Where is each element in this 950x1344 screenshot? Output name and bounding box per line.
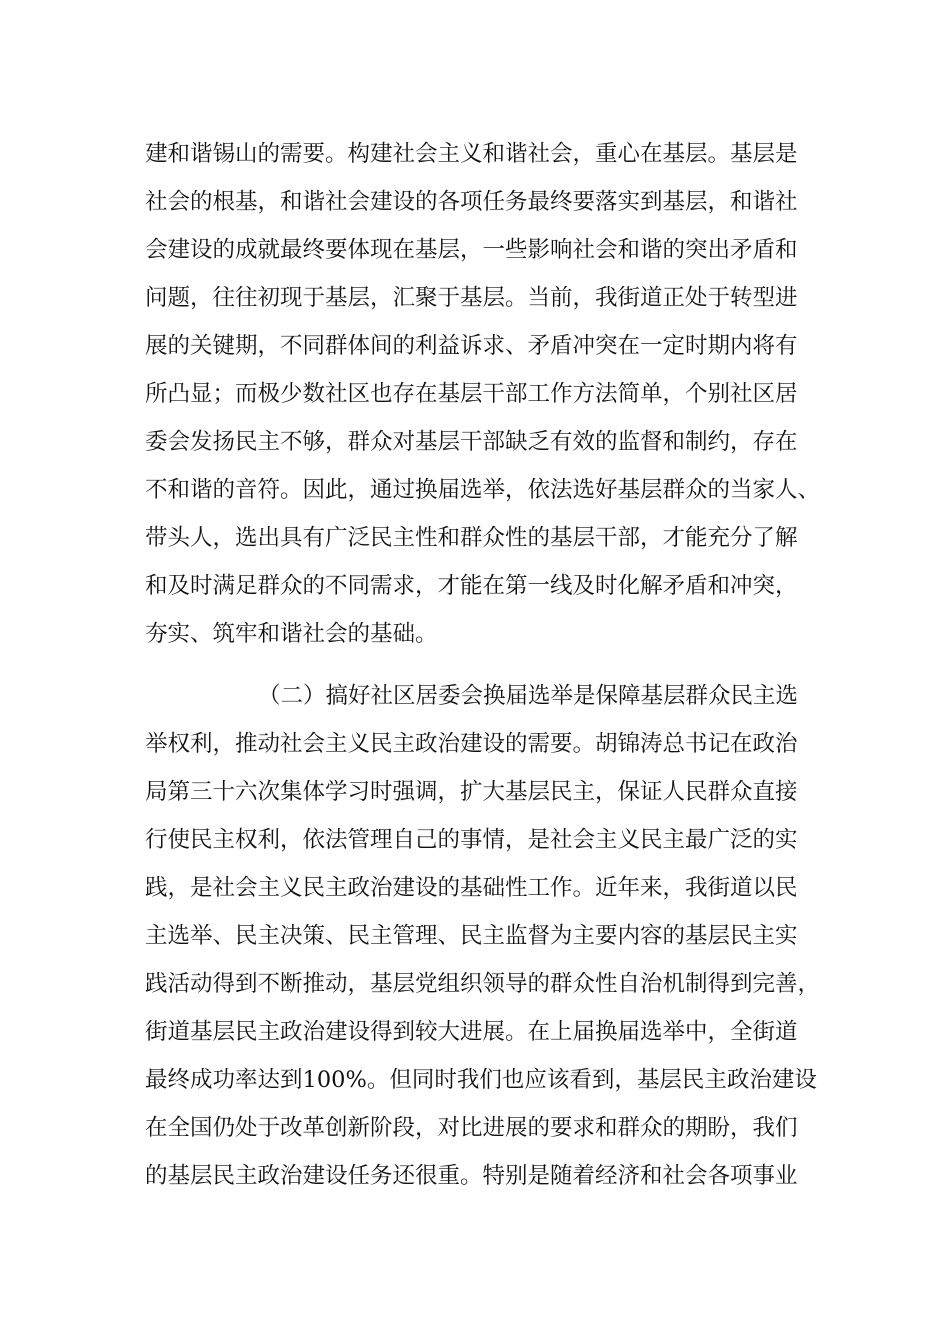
paragraph-1-line-7: 委会发扬民主不够，群众对基层干部缺乏有效的监督和制约，存在 [145, 429, 798, 455]
paragraph-1-line-10: 和及时满足群众的不同需求，才能在第一线及时化解矛盾和冲突， [145, 573, 798, 599]
paragraph-2-line-6: 主选举、民主决策、民主管理、民主监督为主要内容的基层民主实 [145, 923, 798, 949]
paragraph-2-line-10: 在全国仍处于改革创新阶段，对比进展的要求和群众的期盼，我们 [145, 1115, 798, 1141]
paragraph-2-line-9: 最终成功率达到100%。但同时我们也应该看到，基层民主政治建设 [145, 1067, 817, 1093]
paragraph-1-line-5: 展的关键期，不同群体间的利益诉求、矛盾冲突在一定时期内将有 [145, 333, 798, 359]
paragraph-2-line-11: 的基层民主政治建设任务还很重。特别是随着经济和社会各项事业 [145, 1163, 798, 1189]
paragraph-2-line-7: 践活动得到不断推动，基层党组织领导的群众性自治机制得到完善， [145, 971, 821, 997]
paragraph-2-line-1: （二）搞好社区居委会换届选举是保障基层群众民主选 [258, 683, 799, 709]
paragraph-1-line-3: 会建设的成就最终要体现在基层，一些影响社会和谐的突出矛盾和 [145, 237, 798, 263]
paragraph-1-line-2: 社会的根基，和谐社会建设的各项任务最终要落实到基层，和谐社 [145, 189, 798, 215]
paragraph-2-line-8: 街道基层民主政治建设得到较大进展。在上届换届选举中，全街道 [145, 1019, 798, 1045]
paragraph-1-line-11: 夯实、筑牢和谐社会的基础。 [145, 621, 438, 647]
paragraph-2-line-2: 举权利，推动社会主义民主政治建设的需要。胡锦涛总书记在政治 [145, 731, 798, 757]
paragraph-2-line-5: 践，是社会主义民主政治建设的基础性工作。近年来，我街道以民 [145, 875, 798, 901]
paragraph-1-line-1: 建和谐锡山的需要。构建社会主义和谐社会，重心在基层。基层是 [145, 141, 798, 167]
paragraph-1-line-9: 带头人，选出具有广泛民主性和群众性的基层干部，才能充分了解 [145, 525, 798, 551]
paragraph-2-line-4: 行使民主权利，依法管理自己的事情，是社会主义民主最广泛的实 [145, 827, 798, 853]
paragraph-1-line-8: 不和谐的音符。因此，通过换届选举，依法选好基层群众的当家人、 [145, 477, 821, 503]
paragraph-1-line-4: 问题，往往初现于基层，汇聚于基层。当前，我街道正处于转型进 [145, 285, 798, 311]
paragraph-1-line-6: 所凸显；而极少数社区也存在基层干部工作方法简单，个别社区居 [145, 381, 798, 407]
paragraph-2-line-3: 局第三十六次集体学习时强调，扩大基层民主，保证人民群众直接 [145, 779, 798, 805]
